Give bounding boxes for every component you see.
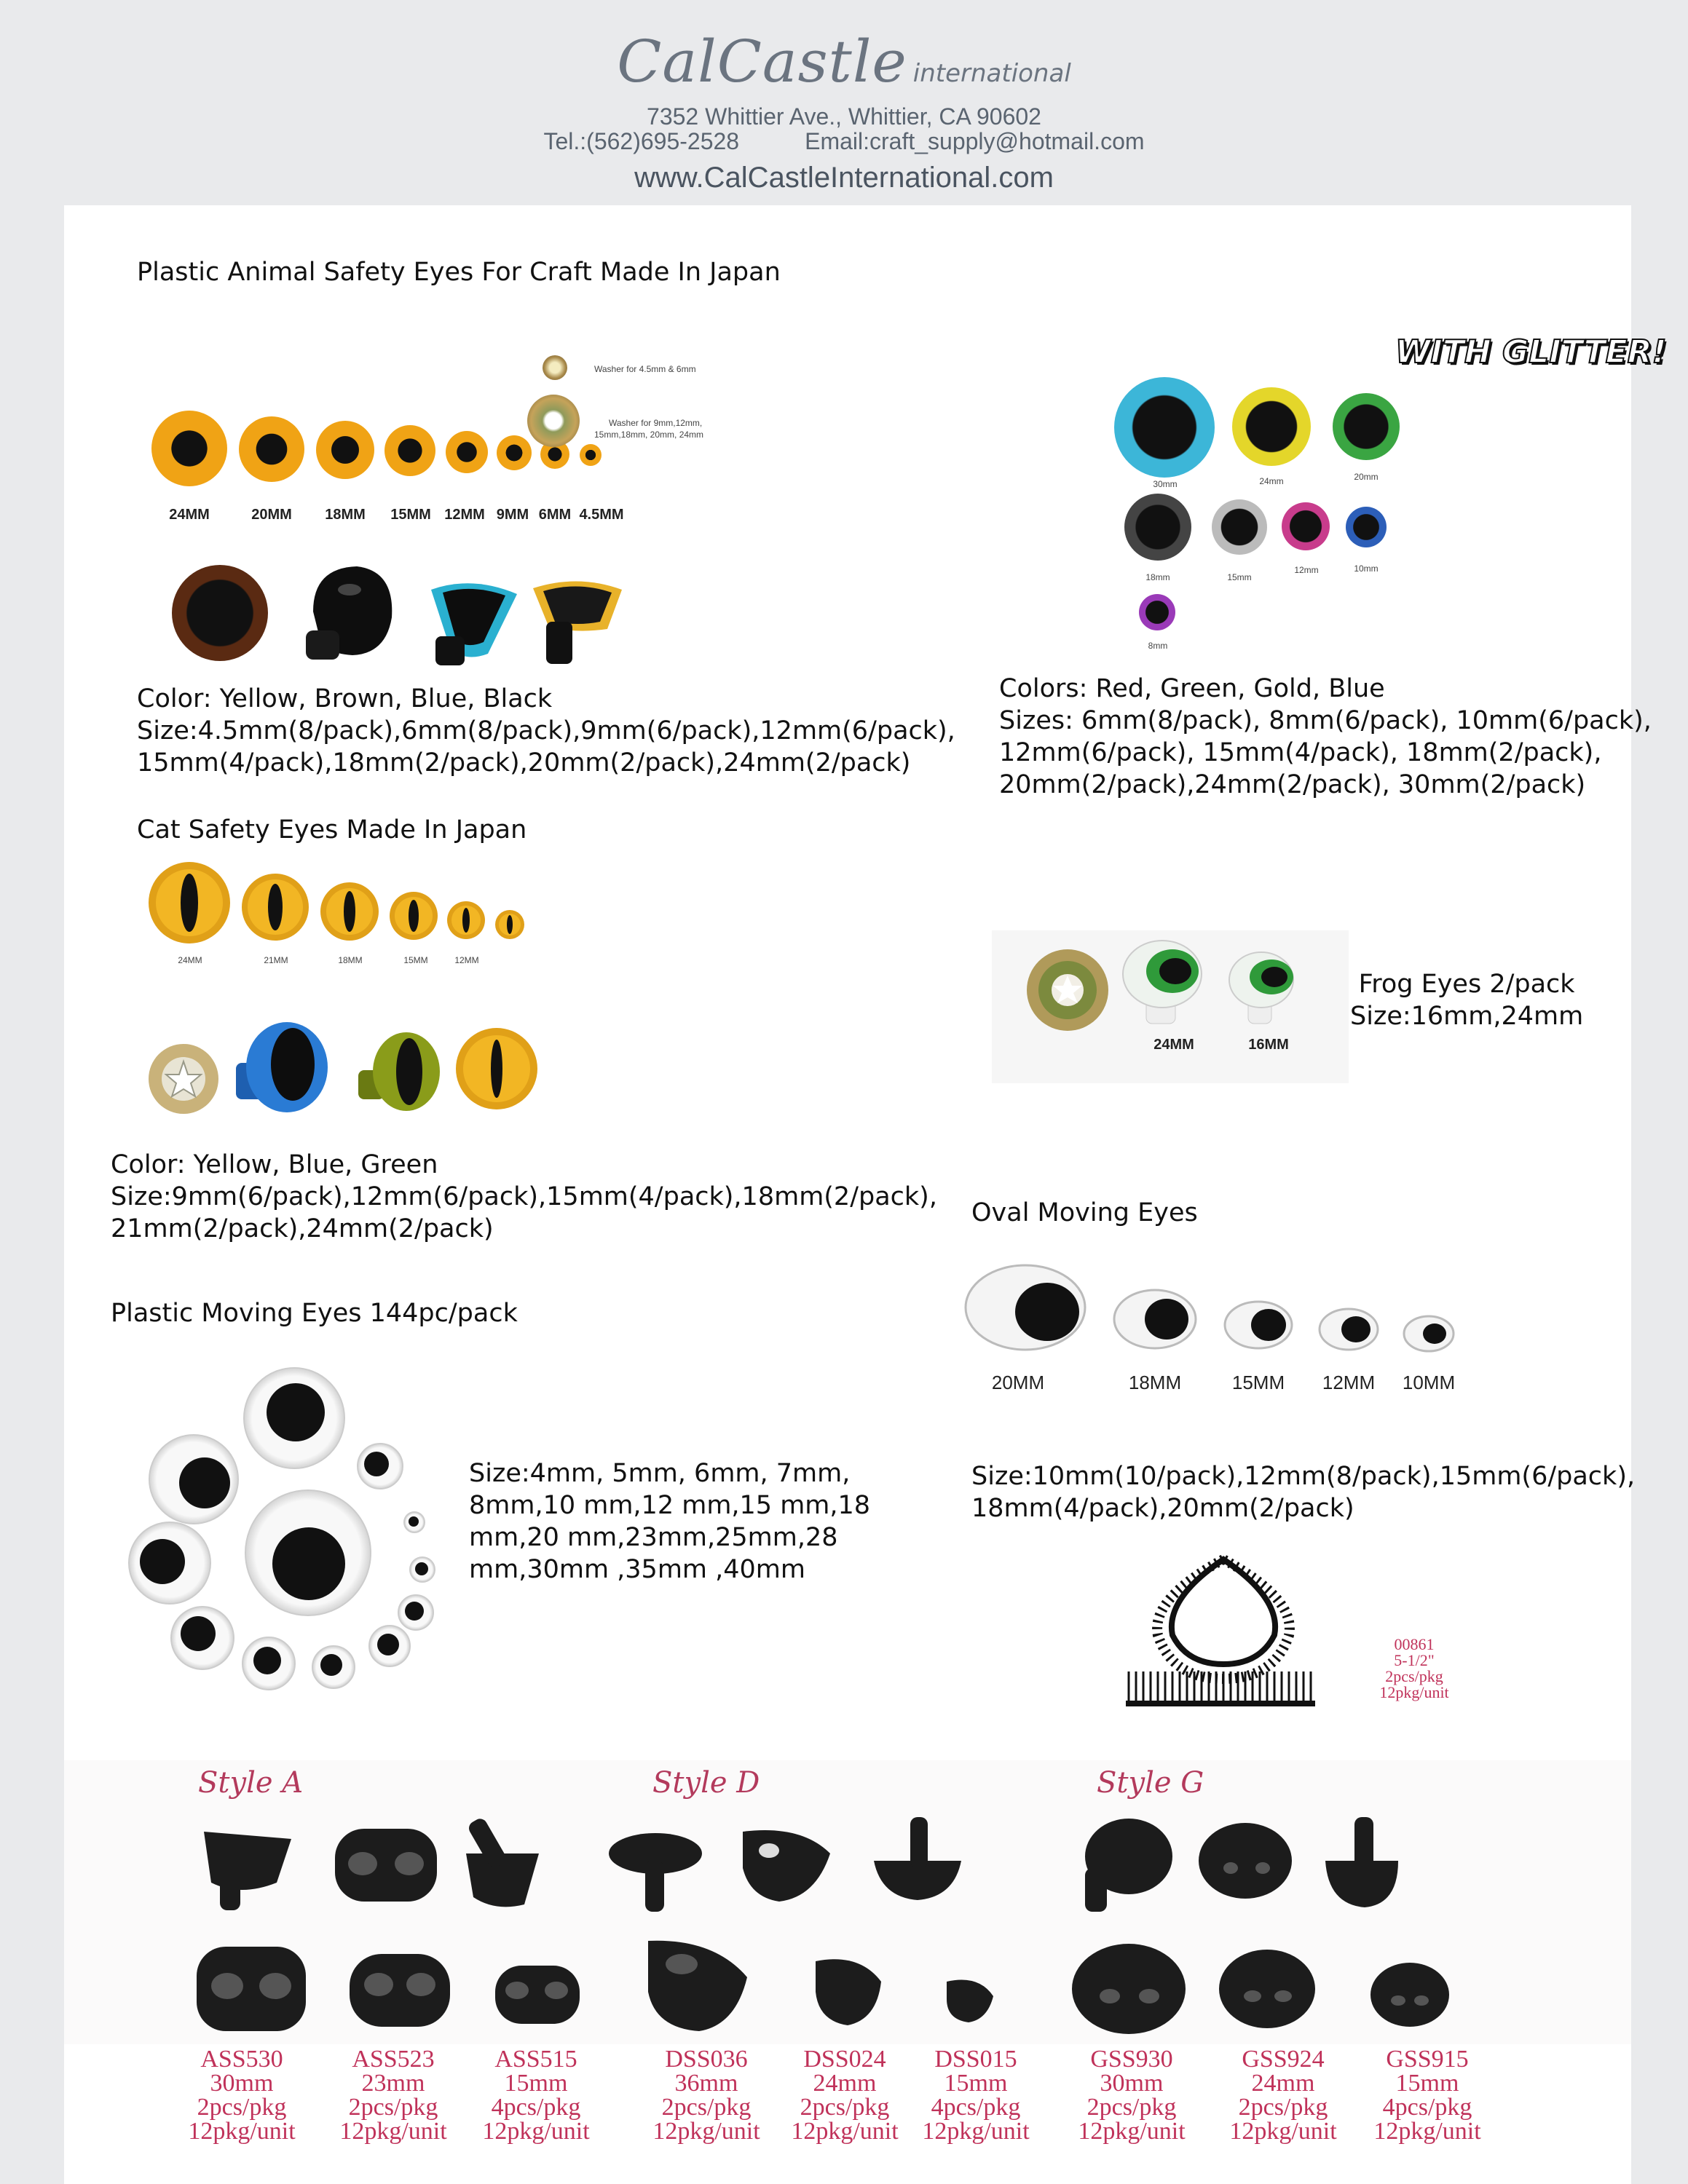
nose-pkg: 4pcs/pkg	[931, 2094, 1021, 2121]
frog-eye-24mm	[1123, 941, 1202, 1024]
oval-eyes-sizes-2: 18mm(4/pack),20mm(2/pack)	[971, 1494, 1354, 1523]
company-address: 7352 Whittier Ave., Whittier, CA 90602	[647, 103, 1041, 130]
glitter-eyes-sizes-1: Sizes: 6mm(8/pack), 8mm(6/pack), 10mm(6/pack),	[999, 706, 1652, 735]
nose-item-ass530	[176, 2047, 307, 2143]
moving-eyes-cluster	[117, 1361, 451, 1711]
glitter-eyes-colors: Colors: Red, Green, Gold, Blue	[999, 674, 1385, 703]
nose-ass515	[495, 1966, 580, 2024]
oval-eyes-sizes-1: Size:10mm(10/pack),12mm(8/pack),15mm(6/pack),	[971, 1462, 1636, 1491]
eyelash-code: 00861	[1394, 1635, 1435, 1653]
moving-eye	[128, 1522, 211, 1605]
green-cat-eye-sample	[358, 1032, 440, 1111]
washer-sample	[149, 1044, 218, 1114]
frog-label-24: 24MM	[1153, 1037, 1194, 1053]
size-label: 4.5MM	[579, 507, 624, 523]
nose-code: DSS024	[803, 2046, 886, 2073]
blue-glitter-eye-10mm	[1346, 507, 1387, 547]
glitter-eyes-spec	[999, 673, 1652, 801]
nose-pkg: 2pcs/pkg	[800, 2094, 890, 2121]
cat-eye-color-samples	[143, 1019, 551, 1118]
nose-pkg: 2pcs/pkg	[348, 2094, 438, 2121]
size-label: 6MM	[538, 507, 572, 523]
large-washer-label-2: 15mm,18mm, 20mm, 24mm	[594, 430, 704, 440]
safety-noses-images	[175, 1810, 1529, 2043]
nose-pkg: 4pcs/pkg	[1382, 2094, 1472, 2121]
nose-item-ass515	[470, 2047, 602, 2143]
website-link[interactable]: www.CalCastleInternational.com	[634, 162, 1054, 194]
cat-eyes-colors: Color: Yellow, Blue, Green	[111, 1150, 438, 1179]
glitter-label: 10mm	[1354, 563, 1379, 574]
large-washer-label-1: Washer for 9mm,12mm,	[609, 418, 703, 428]
cat-eye-21mm	[242, 874, 309, 941]
oval-eye-10mm	[1404, 1316, 1454, 1351]
black-glitter-eye-18mm	[1124, 494, 1191, 561]
style-a-nose-front	[335, 1829, 437, 1902]
nose-code: DSS015	[934, 2046, 1017, 2073]
style-a-nose-back	[466, 1816, 539, 1907]
small-washer-icon	[543, 355, 567, 380]
moving-eye	[170, 1606, 234, 1670]
animal-eyes-sizes-1: Size:4.5mm(8/pack),6mm(8/pack),9mm(6/pack),12mm(6/pack),	[137, 716, 955, 745]
nose-dss024	[816, 1959, 881, 2025]
glitter-badge: WITH GLITTER!	[1395, 333, 1667, 371]
nose-code: DSS036	[665, 2046, 748, 2073]
yellow-eye-12mm	[446, 431, 488, 473]
yellow-cat-eye-sample	[456, 1028, 537, 1109]
cat-eye-label: 21MM	[264, 955, 288, 965]
moving-eye	[368, 1625, 411, 1667]
brown-eye-sample	[172, 565, 268, 661]
glitter-label: 15mm	[1227, 572, 1252, 582]
nose-item-gss930	[1066, 2047, 1197, 2143]
size-label: 15MM	[390, 507, 431, 523]
company-logo	[0, 28, 1688, 95]
moving-eye	[409, 1556, 435, 1583]
style-g-nose-back	[1325, 1817, 1398, 1907]
cat-eye-label: 18MM	[338, 955, 363, 965]
nose-size: 24mm	[1251, 2070, 1315, 2097]
blue-cat-eye-sample	[236, 1022, 328, 1112]
frog-eyes-sizes: Size:16mm,24mm	[1350, 1002, 1584, 1031]
nose-gss930	[1072, 1944, 1186, 2034]
oval-eye-18mm	[1114, 1290, 1196, 1348]
nose-size: 15mm	[1395, 2070, 1459, 2097]
glitter-label: 30mm	[1153, 479, 1178, 489]
style-a-nose-side	[204, 1832, 291, 1910]
cat-eye-18mm	[320, 882, 379, 941]
yellow-eye-9mm	[497, 435, 532, 470]
glitter-eyes-sizes-2: 12mm(6/pack), 15mm(4/pack), 18mm(2/pack),	[999, 738, 1602, 767]
oval-eyes-title: Oval Moving Eyes	[971, 1198, 1198, 1227]
glitter-label: 18mm	[1145, 572, 1170, 582]
nose-item-dss024	[779, 2047, 910, 2143]
nose-unit: 12pkg/unit	[652, 2118, 760, 2145]
moving-eye	[149, 1434, 239, 1524]
nose-unit: 12pkg/unit	[1373, 2118, 1481, 2145]
yellow-eye-4.5mm	[580, 444, 602, 466]
yellow-eye-18mm	[316, 421, 374, 479]
cat-eyes-size-chart	[146, 859, 539, 976]
style-d-nose-front	[743, 1830, 830, 1902]
blue-eye-sample	[421, 561, 523, 668]
frog-label-16: 16MM	[1248, 1037, 1289, 1053]
moving-eyes-size-line: Size:4mm, 5mm, 6mm, 7mm,	[469, 1459, 851, 1488]
frog-eyes-title: Frog Eyes 2/pack	[1358, 970, 1575, 999]
pink-glitter-eye-12mm	[1282, 502, 1330, 550]
style-d-nose-back	[874, 1817, 961, 1900]
purple-glitter-eye-8mm	[1139, 594, 1175, 630]
nose-dss036	[648, 1941, 747, 2031]
nose-pkg: 2pcs/pkg	[661, 2094, 752, 2121]
contact-line	[0, 128, 1688, 155]
animal-eyes-size-chart	[146, 342, 704, 531]
email-address: Email:craft_supply@hotmail.com	[805, 128, 1145, 154]
phone-number: Tel.:(562)695-2528	[543, 128, 740, 154]
nose-unit: 12pkg/unit	[339, 2118, 447, 2145]
moving-eyes-title: Plastic Moving Eyes 144pc/pack	[111, 1299, 518, 1328]
cat-eye-9mm	[495, 910, 524, 939]
style-g-nose-side	[1085, 1819, 1172, 1912]
nose-pkg: 4pcs/pkg	[491, 2094, 581, 2121]
nose-item-dss015	[910, 2047, 1041, 2143]
gold-glitter-eye-24mm	[1232, 387, 1311, 466]
glitter-label: 20mm	[1354, 472, 1379, 482]
nose-code: GSS930	[1090, 2046, 1173, 2073]
nose-item-dss036	[641, 2047, 772, 2143]
size-label: 9MM	[496, 507, 529, 523]
large-washer-icon	[527, 395, 580, 447]
style-g-title: Style G	[1097, 1766, 1204, 1800]
nose-code: GSS915	[1386, 2046, 1469, 2073]
oval-label: 18MM	[1128, 1372, 1182, 1393]
cat-eye-label: 24MM	[178, 955, 202, 965]
oval-label: 10MM	[1402, 1372, 1456, 1393]
cat-eye-label: 12MM	[454, 955, 479, 965]
nose-size: 30mm	[210, 2070, 274, 2097]
nose-gss924	[1219, 1950, 1315, 2028]
eyelash-size: 5-1/2"	[1394, 1651, 1435, 1669]
nose-item-gss915	[1362, 2047, 1493, 2143]
nose-size: 36mm	[674, 2070, 738, 2097]
moving-eye	[398, 1594, 434, 1631]
style-d-title: Style D	[652, 1766, 760, 1800]
nose-size: 15mm	[504, 2070, 568, 2097]
frog-eyes-spec	[1350, 968, 1583, 1032]
green-glitter-eye-20mm	[1333, 393, 1400, 460]
cat-eyes-sizes-1: Size:9mm(6/pack),12mm(6/pack),15mm(4/pack),18mm(2/pack),	[111, 1182, 937, 1211]
glitter-eyes-chart	[1107, 371, 1413, 655]
logo-suffix-text: international	[912, 59, 1071, 88]
cat-eye-24mm	[149, 862, 230, 943]
style-a-title: Style A	[198, 1766, 304, 1800]
frog-eye-16mm	[1229, 952, 1293, 1024]
moving-eye	[357, 1443, 403, 1489]
glitter-label: 12mm	[1294, 565, 1319, 575]
style-d-nose-side	[609, 1833, 702, 1912]
glitter-label: 8mm	[1148, 641, 1168, 651]
nose-dss015	[947, 1980, 993, 2023]
nose-ass530	[197, 1947, 306, 2031]
yellow-eye-15mm	[384, 425, 435, 476]
moving-eyes-size-line: mm,20 mm,23mm,25mm,28	[469, 1523, 838, 1552]
frog-eyes-photo	[992, 930, 1349, 1083]
eyelash-unit: 12pkg/unit	[1379, 1683, 1449, 1701]
oval-eye-12mm	[1320, 1309, 1378, 1350]
nose-code: GSS924	[1242, 2046, 1325, 2073]
nose-size: 23mm	[361, 2070, 425, 2097]
style-g-nose-front	[1199, 1823, 1292, 1899]
moving-eyes-size-line: 8mm,10 mm,12 mm,15 mm,18	[469, 1491, 871, 1520]
glitter-eyes-sizes-3: 20mm(2/pack),24mm(2/pack), 30mm(2/pack)	[999, 770, 1586, 799]
cat-eye-15mm	[390, 892, 438, 940]
nose-code: ASS530	[200, 2046, 283, 2073]
nose-item-ass523	[328, 2047, 459, 2143]
nose-unit: 12pkg/unit	[922, 2118, 1030, 2145]
animal-eyes-title: Plastic Animal Safety Eyes For Craft Made In Japan	[137, 258, 781, 287]
oval-eye-20mm	[966, 1265, 1085, 1350]
frog-washer-icon	[1027, 949, 1108, 1031]
oval-label: 15MM	[1231, 1372, 1285, 1393]
yellow-eye-20mm	[239, 416, 304, 482]
eyelash-pkg: 2pcs/pkg	[1385, 1667, 1443, 1685]
black-eye-sample	[299, 561, 401, 668]
yellow-eye-profile-sample	[527, 561, 629, 668]
animal-eyes-spec	[137, 683, 955, 779]
nose-unit: 12pkg/unit	[482, 2118, 590, 2145]
eyelash-info	[1356, 1637, 1472, 1701]
glitter-label: 24mm	[1259, 476, 1284, 486]
oval-eyes-spec	[971, 1460, 1635, 1524]
animal-eyes-colors: Color: Yellow, Brown, Blue, Black	[137, 684, 553, 713]
nose-unit: 12pkg/unit	[1078, 2118, 1186, 2145]
nose-pkg: 2pcs/pkg	[1086, 2094, 1177, 2121]
oval-eyes-chart	[961, 1259, 1515, 1361]
size-label: 20MM	[251, 507, 292, 523]
oval-label: 12MM	[1322, 1372, 1376, 1393]
moving-eyes-size-line: mm,30mm ,35mm ,40mm	[469, 1555, 805, 1584]
moving-eye	[243, 1367, 345, 1469]
nose-item-gss924	[1218, 2047, 1349, 2143]
size-label: 12MM	[444, 507, 485, 523]
nose-size: 24mm	[813, 2070, 877, 2097]
cat-eye-label: 15MM	[403, 955, 428, 965]
size-label: 18MM	[325, 507, 366, 523]
cat-eyes-title: Cat Safety Eyes Made In Japan	[137, 815, 527, 844]
oval-eye-15mm	[1225, 1302, 1292, 1348]
size-label: 24MM	[169, 507, 210, 523]
nose-unit: 12pkg/unit	[1229, 2118, 1337, 2145]
moving-eye	[403, 1511, 425, 1533]
moving-eye	[242, 1637, 296, 1690]
animal-eyes-sizes-2: 15mm(4/pack),18mm(2/pack),20mm(2/pack),24mm(2/pack)	[137, 748, 911, 778]
yellow-eye-24mm	[151, 411, 227, 486]
cat-eyes-sizes-2: 21mm(2/pack),24mm(2/pack)	[111, 1214, 494, 1243]
oval-label: 20MM	[991, 1372, 1045, 1393]
nose-code: ASS515	[494, 2046, 577, 2073]
eyelash-image	[1121, 1555, 1325, 1709]
blue-glitter-eye-30mm	[1114, 377, 1215, 478]
silver-glitter-eye-15mm	[1212, 499, 1267, 555]
nose-pkg: 2pcs/pkg	[197, 2094, 287, 2121]
nose-unit: 12pkg/unit	[188, 2118, 296, 2145]
nose-unit: 12pkg/unit	[791, 2118, 899, 2145]
nose-size: 30mm	[1100, 2070, 1164, 2097]
logo-script-text: CalCastle	[617, 28, 907, 95]
cat-eye-12mm	[447, 901, 485, 939]
moving-eye	[312, 1645, 355, 1689]
moving-eye	[245, 1489, 371, 1616]
small-washer-label: Washer for 4.5mm & 6mm	[594, 364, 696, 374]
nose-size: 15mm	[944, 2070, 1008, 2097]
cat-eyes-spec	[111, 1149, 937, 1245]
nose-gss915	[1370, 1963, 1449, 2027]
nose-code: ASS523	[352, 2046, 435, 2073]
animal-eye-color-samples	[167, 561, 634, 670]
moving-eyes-spec	[469, 1457, 870, 1586]
nose-ass523	[350, 1954, 450, 2027]
nose-pkg: 2pcs/pkg	[1238, 2094, 1328, 2121]
